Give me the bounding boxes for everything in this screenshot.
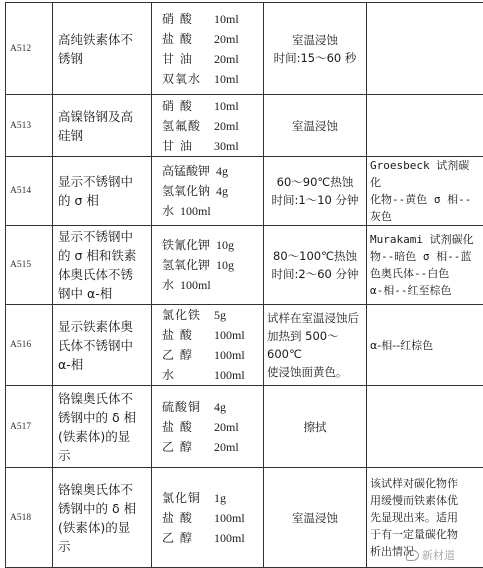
reagent-amount: 4g: [214, 399, 226, 414]
table-row: [6, 157, 483, 226]
reagent-line: [162, 29, 260, 49]
etchant-code: A516: [6, 305, 53, 386]
reagent-name: 硝 酸: [162, 11, 193, 26]
reagent-name: 乙 醇: [162, 439, 193, 454]
reagent-name: 高锰酸钾: [162, 164, 211, 178]
result-line: 析出情况: [370, 545, 414, 558]
composition-cell: [152, 386, 264, 468]
composition-cell: [152, 157, 264, 226]
composition-cell: [152, 95, 264, 157]
reagent-line: [162, 235, 260, 255]
reagent-amount: 10ml: [214, 98, 239, 113]
table-row: [6, 468, 483, 568]
application-line: 的 σ 相和铁素: [58, 248, 137, 263]
result-cell: [367, 305, 483, 386]
reagent-name: 铁氰化钾: [162, 238, 211, 252]
result-line: 先显现出来。适用: [370, 511, 458, 524]
reagent-line: [162, 116, 260, 136]
method-line: 试样在室温浸蚀后: [267, 311, 359, 325]
method-line: 室温浸蚀: [292, 32, 338, 47]
reagent-name: 氢氟酸: [162, 118, 202, 133]
reagent-name: 硝 酸: [162, 98, 193, 113]
etchant-code: A512: [6, 3, 53, 95]
reagent-amount: 10g: [216, 238, 235, 252]
reagent-name: 氢氧化钾: [162, 258, 211, 272]
table-row: [6, 386, 483, 468]
etchant-code: A515: [6, 226, 53, 305]
reagent-name: 乙 醇: [162, 348, 193, 362]
method-cell: [264, 386, 367, 468]
reagent-name: 氢氧化钠: [162, 184, 211, 198]
application-line: 显示不锈钢中: [58, 229, 134, 244]
reagent-name: 硫酸铜: [162, 399, 202, 414]
reagent-name: 盐 酸: [162, 419, 193, 434]
method-cell: [264, 305, 367, 386]
table-row: [6, 95, 483, 157]
application-line: 氏体不锈钢中: [58, 337, 134, 353]
method-cell: [264, 157, 367, 226]
reagent-amount: 100ml: [214, 510, 245, 525]
table-row: [6, 226, 483, 305]
reagent-amount: 5g: [214, 308, 226, 322]
application-cell: [53, 386, 152, 468]
application-line: 示: [58, 538, 71, 554]
etchant-code: A517: [6, 386, 53, 468]
application-line: 高纯铁素体不: [58, 31, 134, 47]
reagent-line: [162, 345, 260, 365]
method-cell: [264, 468, 367, 568]
result-line: α-相--红棕色: [370, 338, 434, 352]
reagent-name: 氯化铜: [162, 490, 202, 505]
result-cell: [367, 95, 483, 157]
reagent-name: 水: [162, 278, 175, 292]
reagent-line: [162, 397, 260, 417]
application-line: 示: [58, 447, 71, 463]
reagent-name: 水: [162, 368, 176, 382]
reagent-amount: 100ml: [180, 278, 211, 292]
reagent-amount: 100ml: [214, 368, 245, 382]
reagent-name: 甘 油: [162, 138, 193, 153]
method-cell: [264, 226, 367, 305]
result-line: Groesbeck 试剂碳化: [370, 159, 470, 189]
application-line: 体奥氏体不锈: [58, 267, 134, 282]
method-line: 使浸蚀面黄色。: [267, 365, 348, 379]
result-cell: [367, 3, 483, 95]
reagent-amount: 10g: [216, 258, 235, 272]
reagent-amount: 100ml: [214, 348, 245, 362]
method-line: 60～90℃热蚀: [276, 175, 354, 189]
result-cell: [367, 468, 483, 568]
reagent-line: [162, 488, 260, 508]
method-line: 加热到 500～600℃: [267, 329, 339, 361]
method-cell: [264, 95, 367, 157]
reagent-amount: 20ml: [214, 31, 239, 46]
result-line: 该试样对碳化物作: [370, 477, 458, 490]
etchant-code: A513: [6, 95, 53, 157]
reagent-amount: 20ml: [214, 419, 239, 434]
application-line: 锈钢中的 δ 相: [58, 409, 137, 425]
reagent-line: [162, 181, 260, 201]
application-line: 硅钢: [58, 127, 84, 143]
result-cell: [367, 226, 483, 305]
application-cell: [53, 468, 152, 568]
reagent-line: [162, 528, 260, 548]
reagent-line: [162, 69, 260, 89]
result-line: 灰色: [370, 210, 392, 223]
reagent-line: [162, 437, 260, 457]
application-line: (铁素体)的显: [58, 428, 131, 444]
result-line: α-相--红至棕色: [370, 284, 452, 297]
composition-cell: [152, 305, 264, 386]
etchant-code: A514: [6, 157, 53, 226]
method-line: 室温浸蚀: [292, 510, 338, 525]
reagent-name: 盐 酸: [162, 328, 193, 342]
composition-cell: [152, 3, 264, 95]
method-line: 时间:15～60 秒: [273, 50, 357, 65]
method-line: 80～100℃热蚀: [273, 249, 357, 263]
application-cell: [53, 226, 152, 305]
reagent-name: 氯化铁: [162, 308, 202, 322]
application-line: 显示不锈钢中: [58, 174, 134, 189]
reagent-amount: 10ml: [214, 11, 239, 26]
reagent-name: 盐 酸: [162, 31, 193, 46]
reagent-line: [162, 508, 260, 528]
application-line: 锈钢中的 δ 相: [58, 500, 137, 516]
composition-cell: [152, 468, 264, 568]
application-cell: [53, 95, 152, 157]
application-cell: [53, 305, 152, 386]
application-cell: [53, 3, 152, 95]
result-cell: [367, 386, 483, 468]
reagent-name: 水: [162, 204, 175, 218]
reagent-amount: 100ml: [214, 530, 245, 545]
application-line: 铬镍奥氏体不: [58, 481, 134, 497]
etchant-code: A518: [6, 468, 53, 568]
reagent-line: [162, 365, 260, 385]
application-line: 显示铁素体奥: [58, 318, 134, 334]
method-line: 时间:2～60 分钟: [271, 267, 359, 281]
reagent-name: 盐 酸: [162, 510, 193, 525]
result-line: 物--暗色 σ 相--蓝: [370, 250, 472, 263]
method-line: 擦拭: [303, 419, 327, 434]
reagent-amount: 10ml: [214, 71, 239, 86]
reagent-amount: 30ml: [214, 138, 239, 153]
reagent-amount: 100ml: [180, 204, 211, 218]
reagent-line: [162, 96, 260, 116]
reagent-line: [162, 275, 260, 295]
application-line: 锈钢: [58, 50, 84, 66]
reagent-line: [162, 417, 260, 437]
result-cell: [367, 157, 483, 226]
method-line: 室温浸蚀: [292, 118, 338, 133]
reagent-amount: 20ml: [214, 51, 239, 66]
reagent-name: 乙 醇: [162, 530, 193, 545]
result-line: 用缓慢而铁素体优: [370, 494, 458, 507]
reagent-amount: 100ml: [214, 328, 245, 342]
reagent-amount: 20ml: [214, 118, 239, 133]
reagent-name: 双氧水: [162, 71, 202, 86]
reagent-line: [162, 136, 260, 156]
reagent-line: [162, 255, 260, 275]
result-line: 于有一定量碳化物: [370, 528, 458, 541]
reagent-amount: 4g: [216, 164, 229, 178]
reagent-line: [162, 9, 260, 29]
application-line: 的 σ 相: [58, 193, 99, 208]
application-line: α-相: [58, 356, 84, 372]
reagent-line: [162, 305, 260, 325]
reagent-amount: 1g: [214, 490, 226, 505]
reagent-line: [162, 201, 260, 221]
application-cell: [53, 157, 152, 226]
application-line: (铁素体)的显: [58, 519, 131, 535]
reagent-amount: 4g: [216, 184, 229, 198]
reagent-name: 甘 油: [162, 51, 193, 66]
watermark-text: 新材道: [422, 549, 455, 562]
table-row: [6, 3, 483, 95]
etchant-table: [5, 2, 483, 568]
reagent-line: [162, 325, 260, 345]
application-line: 铬镍奥氏体不: [58, 390, 134, 406]
method-cell: [264, 3, 367, 95]
result-line: Murakami 试剂碳化: [370, 233, 474, 246]
result-line: 色奥氏体--白色: [370, 267, 450, 280]
reagent-line: [162, 49, 260, 69]
table-row: [6, 305, 483, 386]
application-line: 钢中 α-相: [58, 286, 113, 301]
result-line: 化物--黄色 σ 相--: [370, 193, 472, 206]
reagent-amount: 20ml: [214, 439, 239, 454]
reagent-line: [162, 161, 260, 181]
method-line: 时间:1～10 分钟: [271, 193, 359, 207]
composition-cell: [152, 226, 264, 305]
application-line: 高镍铬钢及高: [58, 108, 134, 124]
